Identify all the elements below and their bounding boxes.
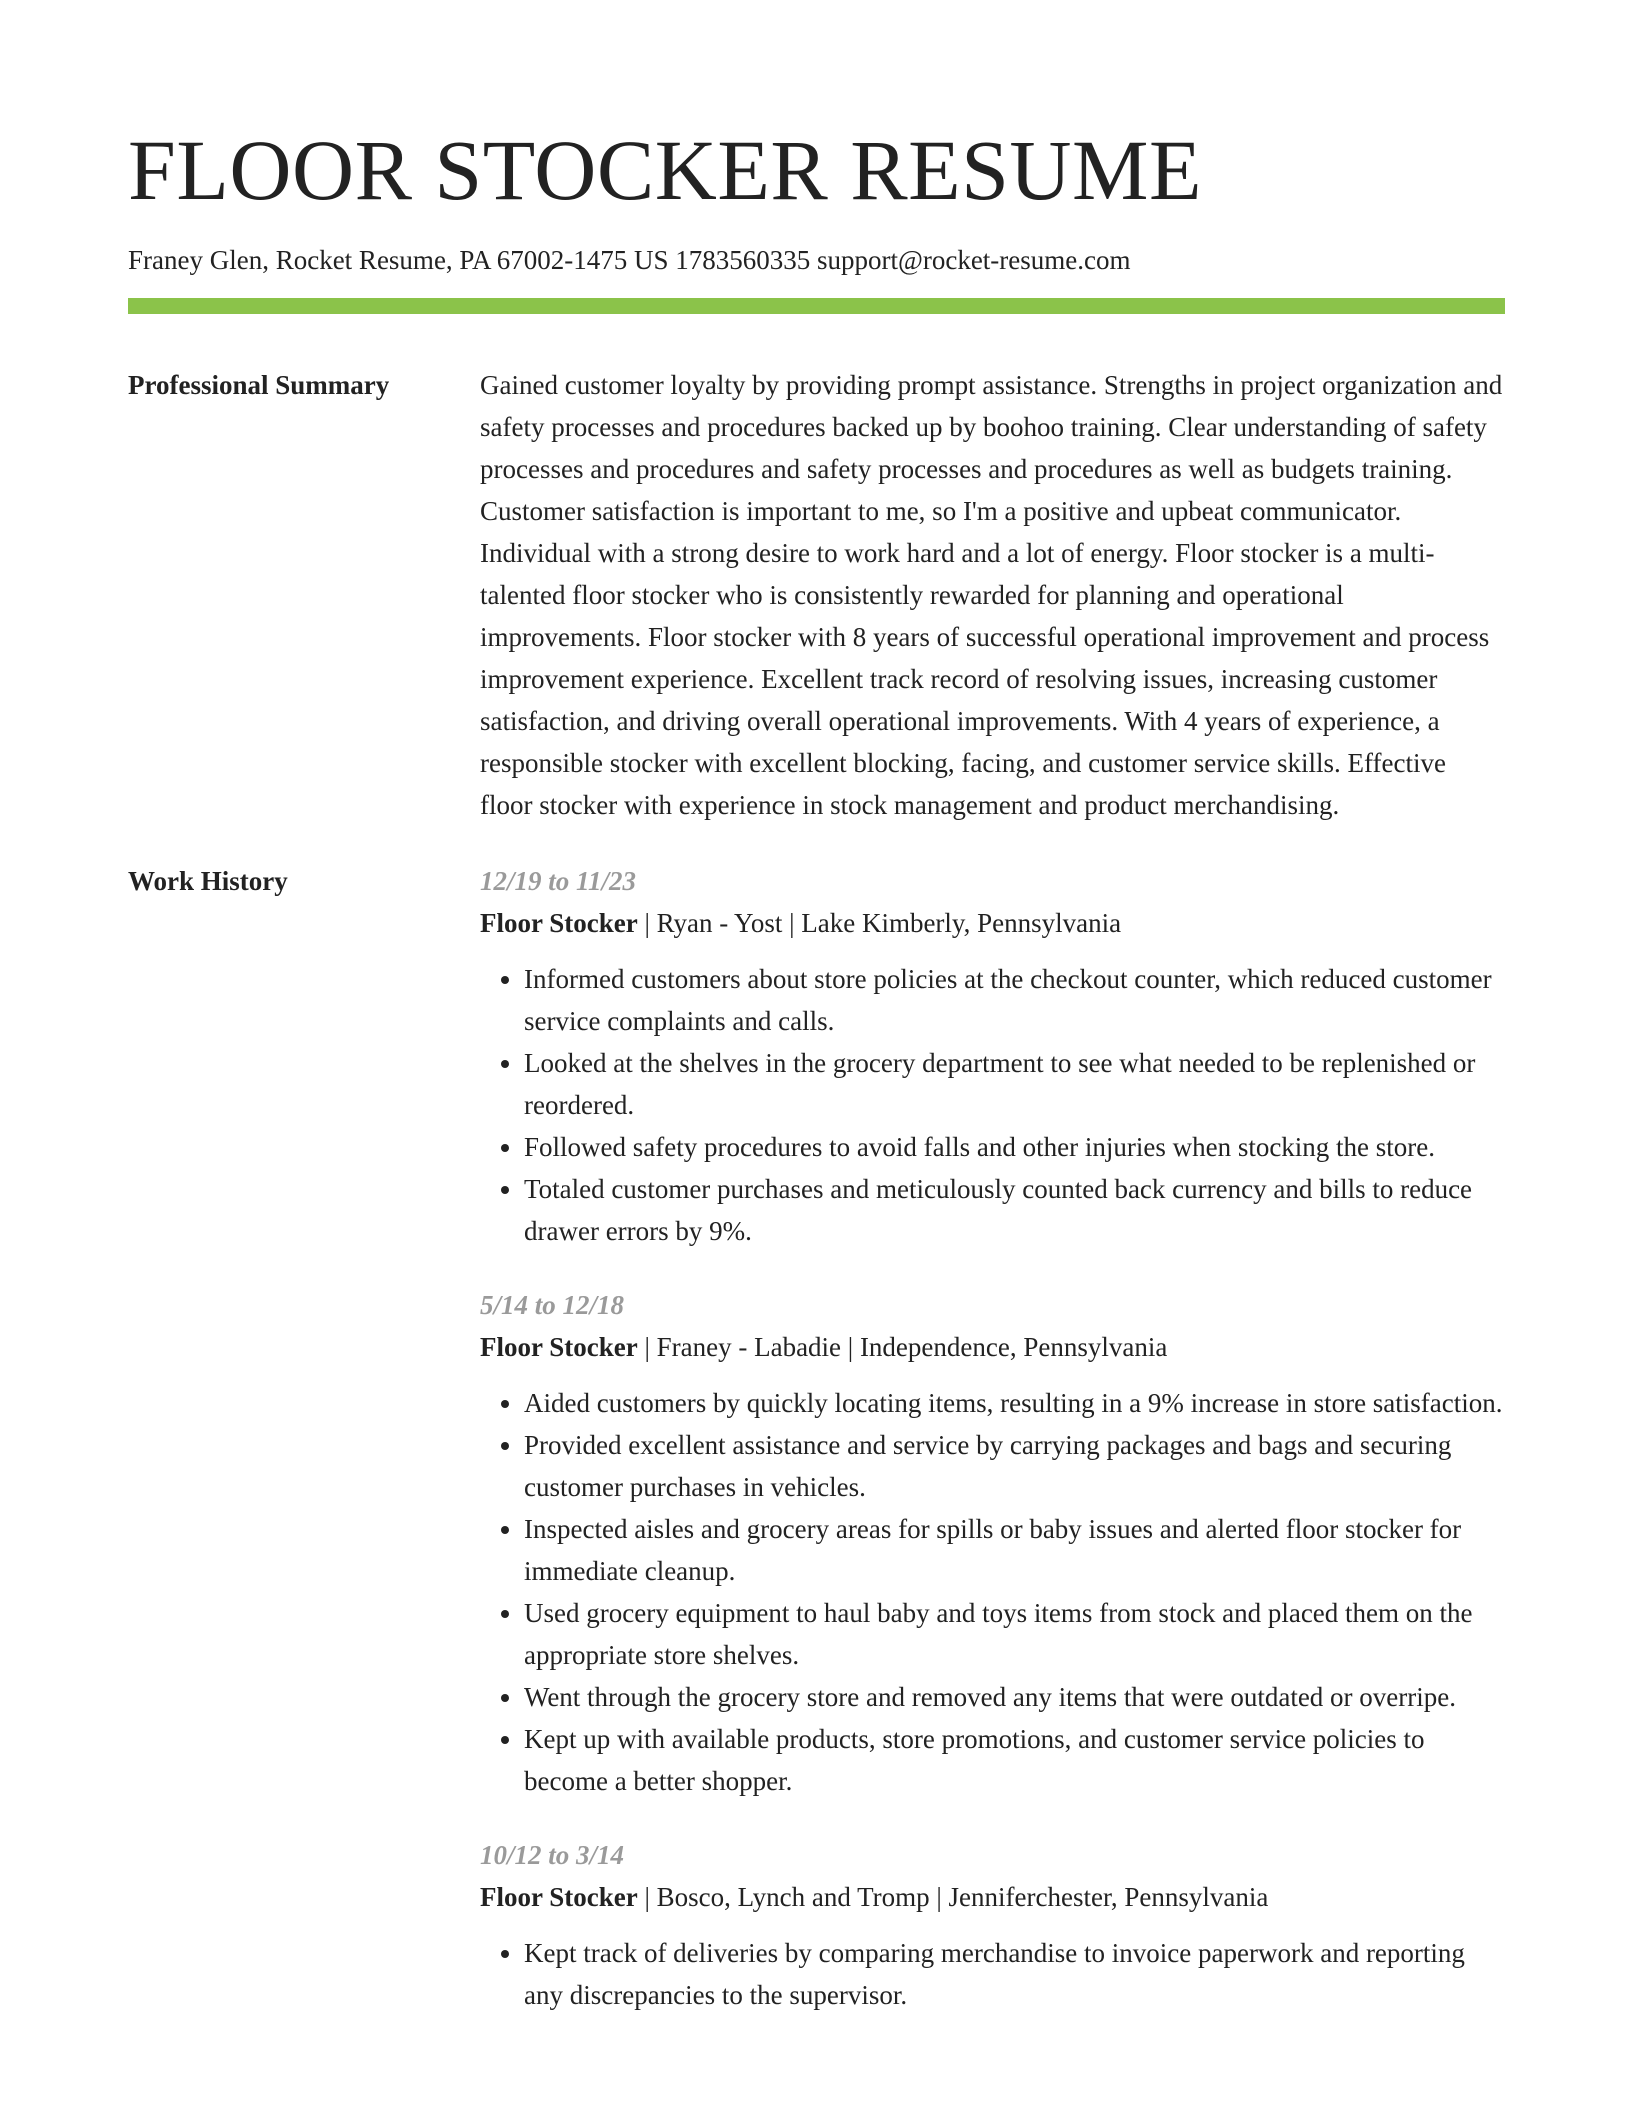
job-bullet: • Informed customers about store policies at the checkout counter, which reduced customer service complaints and calls. xyxy=(524,958,1505,1042)
summary-text: Gained customer loyalty by providing prompt assistance. Strengths in project organization and safety processes and procedures backed up by boohoo training. Clear understanding of safety processes and procedures and safety processes and procedures as well as budgets training. Customer satisfaction is important to me, so I'm a positive and upbeat communicator. Individual with a strong desire to work hard and a lot of energy. Floor stocker is a multi-talented floor stocker who is consistently rewarded for planning and operational improvements. Floor stocker with 8 years of successful operational improvement and process improvement experience. Excellent track record of resolving issues, increasing customer satisfaction, and driving overall operational improvements. With 4 years of experience, a responsible stocker with excellent blocking, facing, and customer service skills. Effective floor stocker with experience in stock management and product merchandising. xyxy=(480,370,1503,820)
job-title-line xyxy=(480,902,1505,944)
job-dates: 5/14 to 12/18 xyxy=(480,1290,625,1320)
job-bullet: • Totaled customer purchases and meticulously counted back currency and bills to reduce drawer errors by 9%. xyxy=(524,1168,1505,1252)
job-title: Floor Stocker xyxy=(480,908,638,938)
section-label-work-history: Work History xyxy=(128,866,288,896)
professional-summary-section xyxy=(128,364,1505,826)
section-label-summary: Professional Summary xyxy=(128,370,390,400)
contact-line: Franey Glen, Rocket Resume, PA 67002-1475 US 1783560335 support@rocket-resume.com xyxy=(128,245,1131,275)
job-bullet: • Provided excellent assistance and service by carrying packages and bags and securing customer purchases in vehicles. xyxy=(524,1424,1505,1508)
job-bullet: • Kept up with available products, store promotions, and customer service policies to become a better shopper. xyxy=(524,1718,1505,1802)
job-bullet: • Followed safety procedures to avoid falls and other injuries when stocking the store. xyxy=(524,1126,1505,1168)
job-details: | Ryan - Yost | Lake Kimberly, Pennsylvania xyxy=(637,908,1122,938)
job-bullet-list xyxy=(480,958,1505,1252)
job-title: Floor Stocker xyxy=(480,1332,638,1362)
job-entry xyxy=(480,1834,1505,2016)
job-bullet: • Aided customers by quickly locating items, resulting in a 9% increase in store satisfaction. xyxy=(524,1382,1505,1424)
job-entry xyxy=(480,860,1505,1252)
job-entry xyxy=(480,1284,1505,1802)
job-title: Floor Stocker xyxy=(480,1882,638,1912)
job-details: | Bosco, Lynch and Tromp | Jenniferchester, Pennsylvania xyxy=(637,1882,1269,1912)
resume-page xyxy=(128,0,1505,2048)
job-bullet: • Went through the grocery store and removed any items that were outdated or overripe. xyxy=(524,1676,1505,1718)
job-bullet-list xyxy=(480,1932,1505,2016)
job-bullet: • Looked at the shelves in the grocery department to see what needed to be replenished or reordered. xyxy=(524,1042,1505,1126)
job-title-line xyxy=(480,1326,1505,1368)
work-history-list xyxy=(480,860,1505,2048)
job-bullet: • Used grocery equipment to haul baby and toys items from stock and placed them on the appropriate store shelves. xyxy=(524,1592,1505,1676)
job-bullet: • Kept track of deliveries by comparing merchandise to invoice paperwork and reporting any discrepancies to the supervisor. xyxy=(524,1932,1505,2016)
job-bullet-list xyxy=(480,1382,1505,1802)
accent-divider xyxy=(128,298,1505,314)
job-bullet: • Inspected aisles and grocery areas for spills or baby issues and alerted floor stocker for immediate cleanup. xyxy=(524,1508,1505,1592)
work-history-section xyxy=(128,860,1505,2048)
job-details: | Franey - Labadie | Independence, Pennsylvania xyxy=(637,1332,1168,1362)
job-dates: 12/19 to 11/23 xyxy=(480,866,637,896)
job-dates: 10/12 to 3/14 xyxy=(480,1840,625,1870)
job-title-line xyxy=(480,1876,1505,1918)
resume-title: FLOOR STOCKER RESUME xyxy=(128,122,1203,218)
